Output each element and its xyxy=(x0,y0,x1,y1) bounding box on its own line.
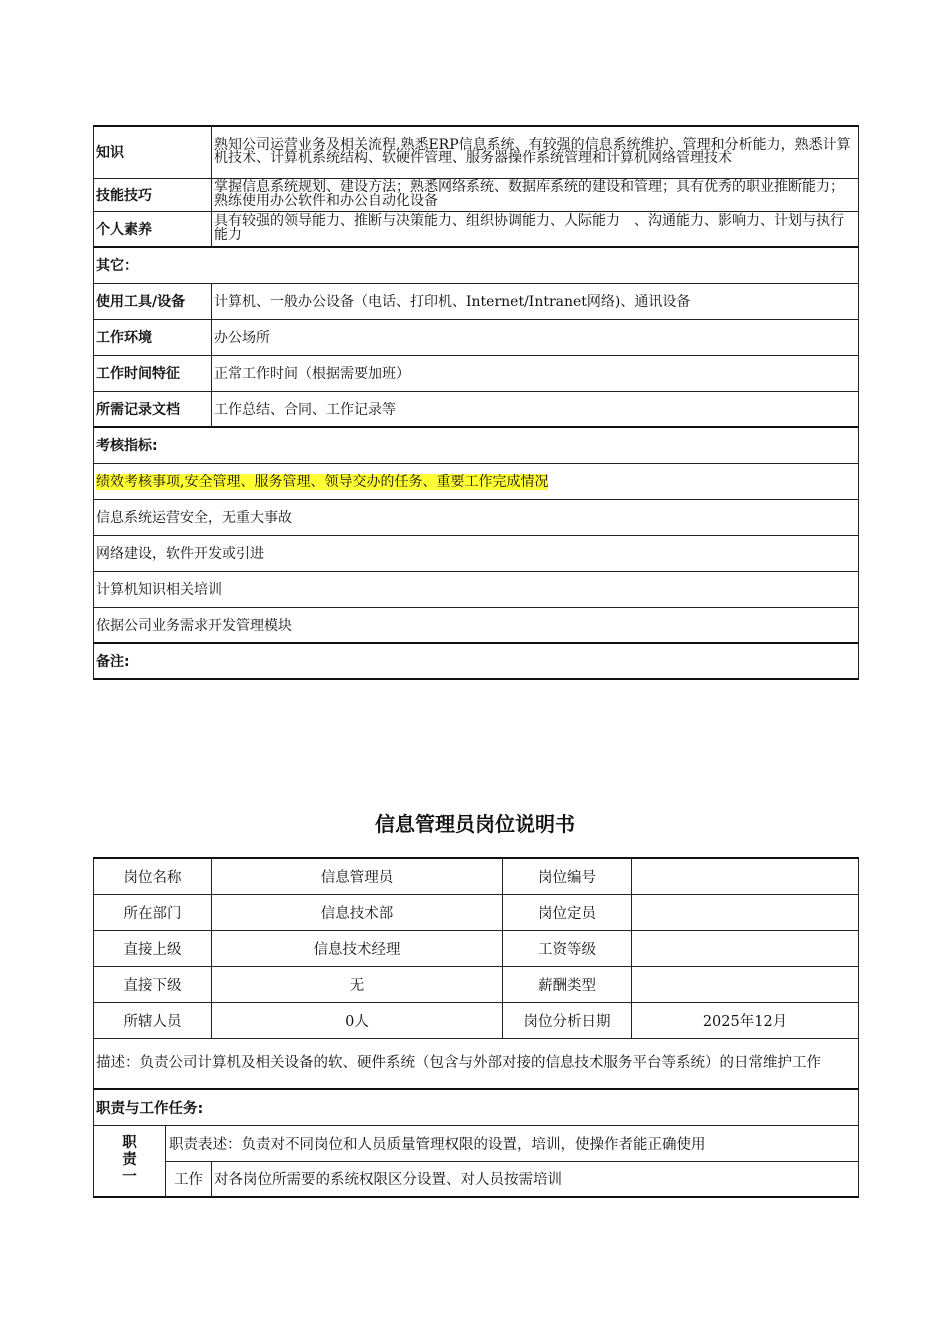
job-field-value xyxy=(632,966,859,1002)
job-description: 描述：负责公司计算机及相关设备的软、硬件系统（包含与外部对接的信息技术服务平台等系统）的日常维护工作 xyxy=(94,1038,859,1089)
duty-one-label-char: 一 xyxy=(122,1169,137,1186)
duty-one-label-text xyxy=(96,1135,163,1186)
quality-label: 个人素养 xyxy=(94,211,212,247)
job-field-value: 信息技术部 xyxy=(212,894,503,930)
job-field-label: 所在部门 xyxy=(94,894,212,930)
job-field-label: 薪酬类型 xyxy=(503,966,632,1002)
environment-label: 工作环境 xyxy=(94,319,212,355)
knowledge-value: 熟知公司运营业务及相关流程,熟悉ERP信息系统、有较强的信息系统维护、管理和分析能力，熟悉计算机技术、计算机系统结构、软硬件管理、服务器操作系统管理和计算机网络管理技术 xyxy=(212,126,859,178)
job-field-value: 无 xyxy=(212,966,503,1002)
job-field-value xyxy=(632,930,859,966)
work-time-value: 正常工作时间（根据需要加班） xyxy=(212,355,859,391)
tools-value: 计算机、一般办公设备（电话、打印机、Internet/Intranet网络)、通讯设备 xyxy=(212,283,859,319)
document-title: 信息管理员岗位说明书 xyxy=(375,812,575,836)
records-value: 工作总结、合同、工作记录等 xyxy=(212,391,859,427)
records-label: 所需记录文档 xyxy=(94,391,212,427)
duties-header: 职责与工作任务: xyxy=(94,1089,859,1125)
job-field-label: 直接下级 xyxy=(94,966,212,1002)
tools-label: 使用工具/设备 xyxy=(94,283,212,319)
job-field-label: 所辖人员 xyxy=(94,1002,212,1038)
kpi-header: 考核指标: xyxy=(94,427,859,463)
kpi-item: 依据公司业务需求开发管理模块 xyxy=(94,607,859,643)
quality-value: 具有较强的领导能力、推断与决策能力、组织协调能力、人际能力 、沟通能力、影响力、计划与执行能力 xyxy=(212,211,859,247)
kpi-item: 信息系统运营安全，无重大事故 xyxy=(94,499,859,535)
other-header: 其它： xyxy=(94,247,859,283)
competency-table xyxy=(93,125,859,680)
job-field-value: 信息管理员 xyxy=(212,858,503,894)
work-time-label: 工作时间特征 xyxy=(94,355,212,391)
job-field-label: 工资等级 xyxy=(503,930,632,966)
duty-one-label-char: 责 xyxy=(122,1152,137,1169)
skills-value: 掌握信息系统规划、建设方法；熟悉网络系统、数据库系统的建设和管理；具有优秀的职业推断能力；熟练使用办公软件和办公自动化设备 xyxy=(212,178,859,211)
duty-one-label-char: 职 xyxy=(122,1135,137,1152)
job-field-value: 信息技术经理 xyxy=(212,930,503,966)
job-field-value xyxy=(632,894,859,930)
job-field-value: 0人 xyxy=(212,1002,503,1038)
kpi-item: 计算机知识相关培训 xyxy=(94,571,859,607)
kpi-item-highlighted: 绩效考核事项,安全管理、服务管理、领导交办的任务、重要工作完成情况 xyxy=(96,474,549,490)
duty-one-work-value: 对各岗位所需要的系统权限区分设置、对人员按需培训 xyxy=(212,1161,859,1197)
job-field-value xyxy=(632,858,859,894)
job-field-label: 岗位编号 xyxy=(503,858,632,894)
duty-one-label xyxy=(94,1125,166,1197)
knowledge-label: 知识 xyxy=(94,126,212,178)
duty-one-statement: 职责表述：负责对不同岗位和人员质量管理权限的设置，培训，使操作者能正确使用 xyxy=(166,1125,859,1161)
skills-label: 技能技巧 xyxy=(94,178,212,211)
job-field-label: 岗位定员 xyxy=(503,894,632,930)
job-field-label: 直接上级 xyxy=(94,930,212,966)
kpi-item: 网络建设，软件开发或引进 xyxy=(94,535,859,571)
job-field-label: 岗位分析日期 xyxy=(503,1002,632,1038)
job-field-value: 2025年12月 xyxy=(632,1002,859,1038)
environment-value: 办公场所 xyxy=(212,319,859,355)
kpi-item xyxy=(94,463,859,499)
remarks-header: 备注: xyxy=(94,643,859,679)
job-info-table xyxy=(93,857,859,1198)
duty-one-work-label: 工作 xyxy=(166,1161,212,1197)
job-field-label: 岗位名称 xyxy=(94,858,212,894)
